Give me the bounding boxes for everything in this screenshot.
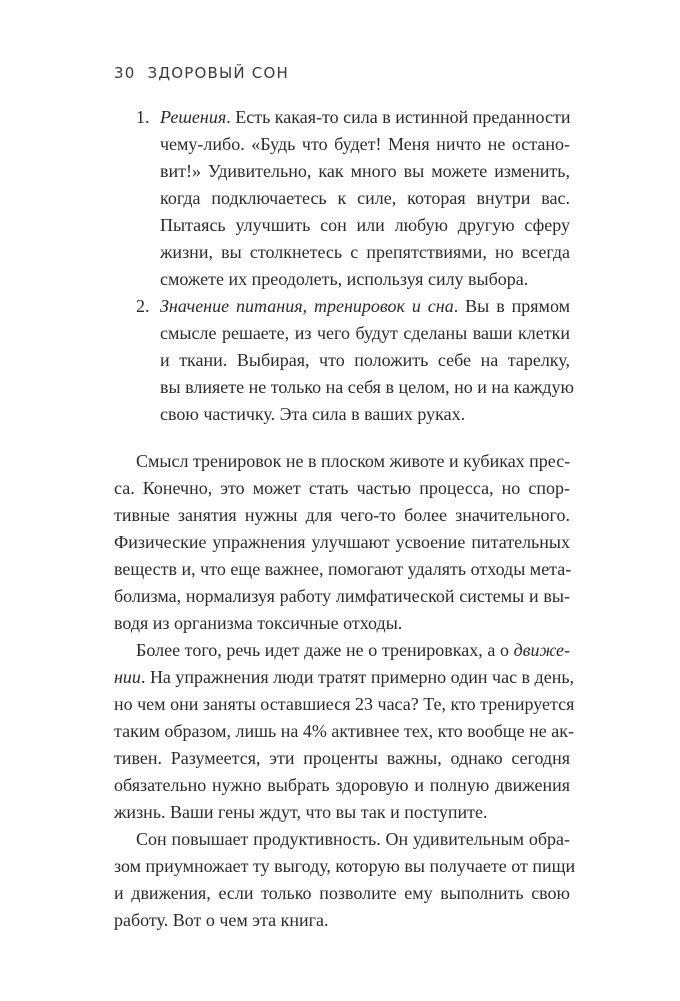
text-line: жизнь. Ваши гены ждут, что вы так и поступите. — [114, 802, 488, 822]
text-line: са. Конечно, это может стать частью процесса, но спор- — [114, 478, 570, 498]
list-item-number: 2. — [136, 296, 150, 316]
text-line: болизма, нормализуя работу лимфатической системы и вы- — [114, 586, 570, 606]
text-line: Более того, речь идет даже не о тренировках, а о движе- — [136, 640, 570, 660]
italic-term: Решения — [160, 107, 227, 127]
text-line: веществ и, что еще важнее, помогают удалять отходы мета- — [114, 559, 572, 579]
text-line: Физические упражнения улучшают усвоение питательных — [114, 532, 570, 552]
text-line: водя из организма токсичные отходы. — [114, 613, 403, 633]
chapter-title: ЗДОРОВЫЙ СОН — [147, 64, 289, 82]
text-line: Пытаясь улучшить сон или любую другую сферу — [160, 215, 570, 235]
text-line: свою частичку. Эта сила в ваших руках. — [160, 404, 466, 424]
text-line: тивен. Разумеется, эти проценты важны, однако сегодня — [114, 748, 570, 768]
text-line: тивные занятия нужны для чего-то более значительного. — [114, 505, 570, 525]
text-line: вы влияете не только на себя в целом, но и на каждую — [160, 377, 574, 397]
text-line: Решения. Есть какая-то сила в истинной преданности — [160, 107, 571, 127]
text-line: работу. Вот о чем эта книга. — [114, 910, 329, 930]
text-line: когда подключаетесь к силе, которая внутри вас. — [160, 188, 570, 208]
text-line: Смысл тренировок не в плоском животе и кубиках прес- — [136, 451, 571, 471]
text-line: жизни, вы столкнетесь с препятствиями, но всегда — [160, 242, 570, 262]
list-item-number: 1. — [136, 107, 150, 127]
text-line: Сон повышает продуктивность. Он удивительным обра- — [136, 829, 570, 849]
text-line: смысле решаете, из чего будут сделаны ваши клетки — [160, 323, 570, 343]
text-line: Значение питания, тренировок и сна. Вы в прямом — [160, 296, 570, 316]
italic-term: движе- — [513, 640, 570, 660]
text-line: и движения, если только позволите ему выполнить свою — [114, 883, 570, 903]
text-line: сможете их преодолеть, используя силу выбора. — [160, 269, 529, 289]
text-line: но чем они заняты оставшиеся 23 часа? Те, кто тренируется — [114, 694, 575, 714]
text-line: и ткани. Выбирая, что положить себе на тарелку, — [160, 350, 570, 370]
text-line: таким образом, лишь на 4% активнее тех, кто вообще не ак- — [114, 721, 574, 741]
text-line: зом приумножает ту выгоду, которую вы получаете от пищи — [114, 856, 576, 876]
text-line: нии. На упражнения люди тратят примерно один час в день, — [114, 667, 575, 687]
text-line: чему-либо. «Будь что будет! Меня ничто не остано- — [160, 134, 570, 154]
text-line: вит!» Удивительно, как много вы можете изменить, — [160, 161, 570, 181]
page-number: 30 — [114, 64, 136, 82]
text-line: обязательно нужно выбрать здоровую и полную движения — [114, 775, 570, 795]
running-head — [114, 64, 289, 82]
italic-term: Значение питания, тренировок и сна — [160, 296, 454, 316]
italic-term: нии — [114, 667, 141, 687]
